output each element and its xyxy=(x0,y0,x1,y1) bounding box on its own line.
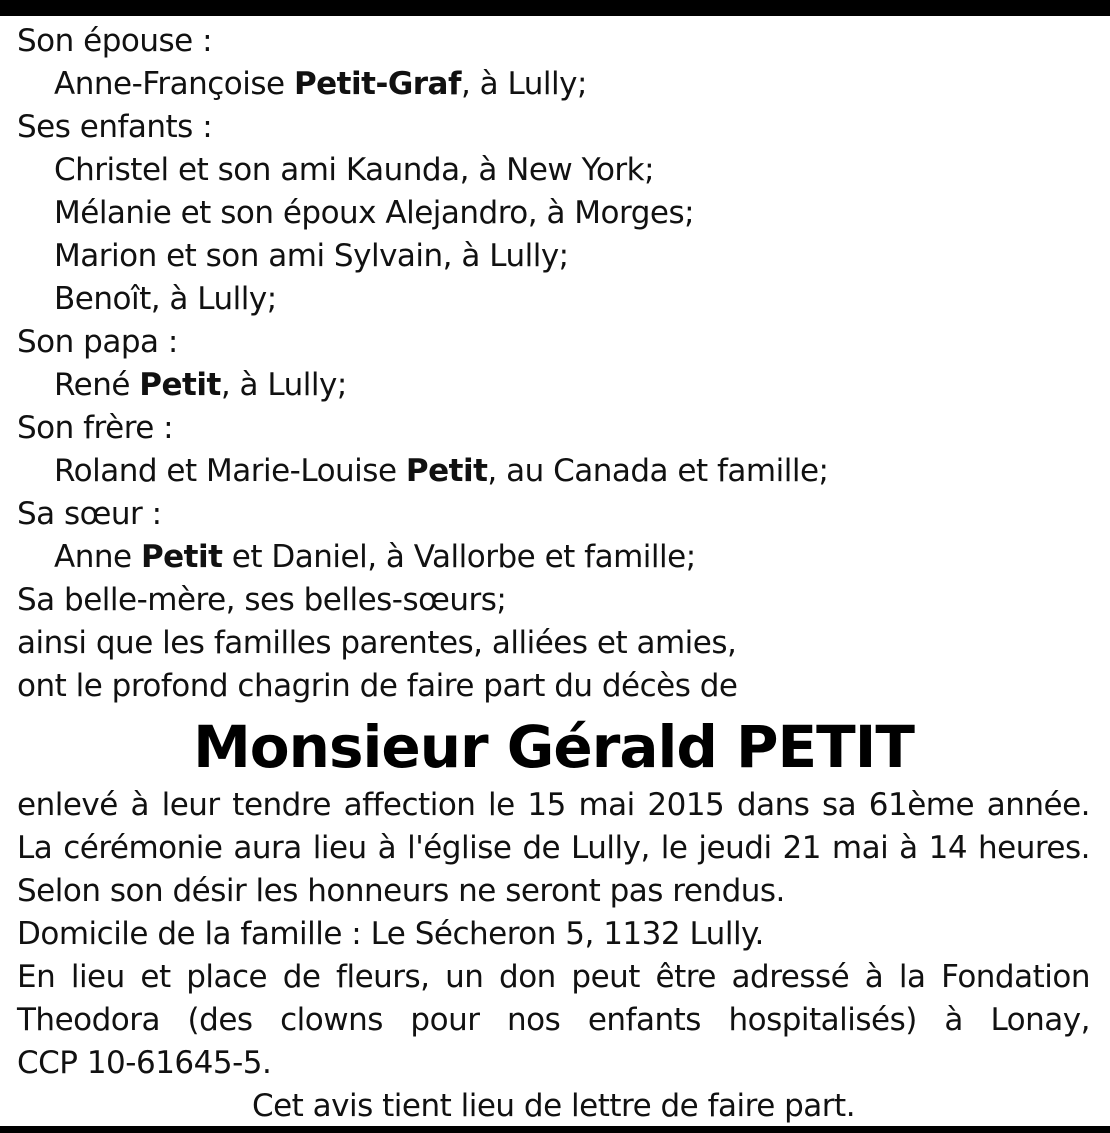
member-text: Benoît, à Lully; xyxy=(54,281,277,317)
member-text: , au Canada et famille; xyxy=(487,453,829,489)
family-member-line xyxy=(17,63,1090,106)
closing-line: Cet avis tient lieu de lettre de faire part. xyxy=(251,1088,856,1124)
family-member-line xyxy=(17,278,1090,321)
family-member-line xyxy=(17,450,1090,493)
details xyxy=(17,784,1090,1085)
role-text: Sa sœur : xyxy=(17,496,162,532)
family-member-line xyxy=(17,536,1090,579)
member-text: Christel et son ami Kaunda, à New York; xyxy=(54,152,655,188)
member-text: Anne xyxy=(54,539,141,575)
member-text: , à Lully; xyxy=(460,66,587,102)
member-text: Roland et Marie-Louise xyxy=(54,453,406,489)
surname: Petit xyxy=(405,453,488,489)
family-member-line xyxy=(17,192,1090,235)
family-role-line xyxy=(17,106,1090,149)
honours-line: Selon son désir les honneurs ne seront pas rendus. xyxy=(17,873,785,909)
obituary-notice xyxy=(17,20,1090,1128)
family-member-line xyxy=(17,149,1090,192)
family-role-line xyxy=(17,622,1090,665)
family-role-line xyxy=(17,665,1090,708)
bottom-rule xyxy=(0,1126,1110,1133)
family-role-line xyxy=(17,493,1090,536)
role-text: Son épouse : xyxy=(17,23,213,59)
member-text: Mélanie et son époux Alejandro, à Morges; xyxy=(54,195,695,231)
member-text: , à Lully; xyxy=(220,367,347,403)
member-text: Marion et son ami Sylvain, à Lully; xyxy=(54,238,569,274)
passing-line: enlevé à leur tendre affection le 15 mai 2015 dans sa 61ème année. xyxy=(17,787,1090,823)
role-text: Son papa : xyxy=(17,324,178,360)
ceremony-line: La cérémonie aura lieu à l'église de Lully, le jeudi 21 mai à 14 heures. xyxy=(17,830,1090,866)
role-text: ainsi que les familles parentes, alliées et amies, xyxy=(17,625,737,661)
surname: Petit-Graf xyxy=(293,66,461,102)
top-rule xyxy=(0,0,1110,16)
family-member-line xyxy=(17,235,1090,278)
family-role-line xyxy=(17,20,1090,63)
family-role-line xyxy=(17,321,1090,364)
role-text: Son frère : xyxy=(17,410,174,446)
family-role-line xyxy=(17,407,1090,450)
role-text: Ses enfants : xyxy=(17,109,213,145)
role-text: ont le profond chagrin de faire part du décès de xyxy=(17,668,738,704)
family-role-line xyxy=(17,579,1090,622)
member-text: René xyxy=(54,367,140,403)
deceased-name: Monsieur Gérald PETIT xyxy=(193,713,914,781)
surname: Petit xyxy=(140,539,223,575)
role-text: Sa belle-mère, ses belles-sœurs; xyxy=(17,582,507,618)
family-address-line: Domicile de la famille : Le Sécheron 5, 1132 Lully. xyxy=(17,916,764,952)
donation-line-2: Theodora (des clowns pour nos enfants hospitalisés) à Lonay, xyxy=(17,1002,1090,1038)
family-list xyxy=(17,20,1090,708)
member-text: Anne-Françoise xyxy=(54,66,294,102)
member-text: et Daniel, à Vallorbe et famille; xyxy=(222,539,696,575)
surname: Petit xyxy=(139,367,221,403)
donation-line-1: En lieu et place de fleurs, un don peut être adressé à la Fondation xyxy=(17,959,1090,995)
family-member-line xyxy=(17,364,1090,407)
donation-line-3: CCP 10-61645-5. xyxy=(17,1045,272,1081)
